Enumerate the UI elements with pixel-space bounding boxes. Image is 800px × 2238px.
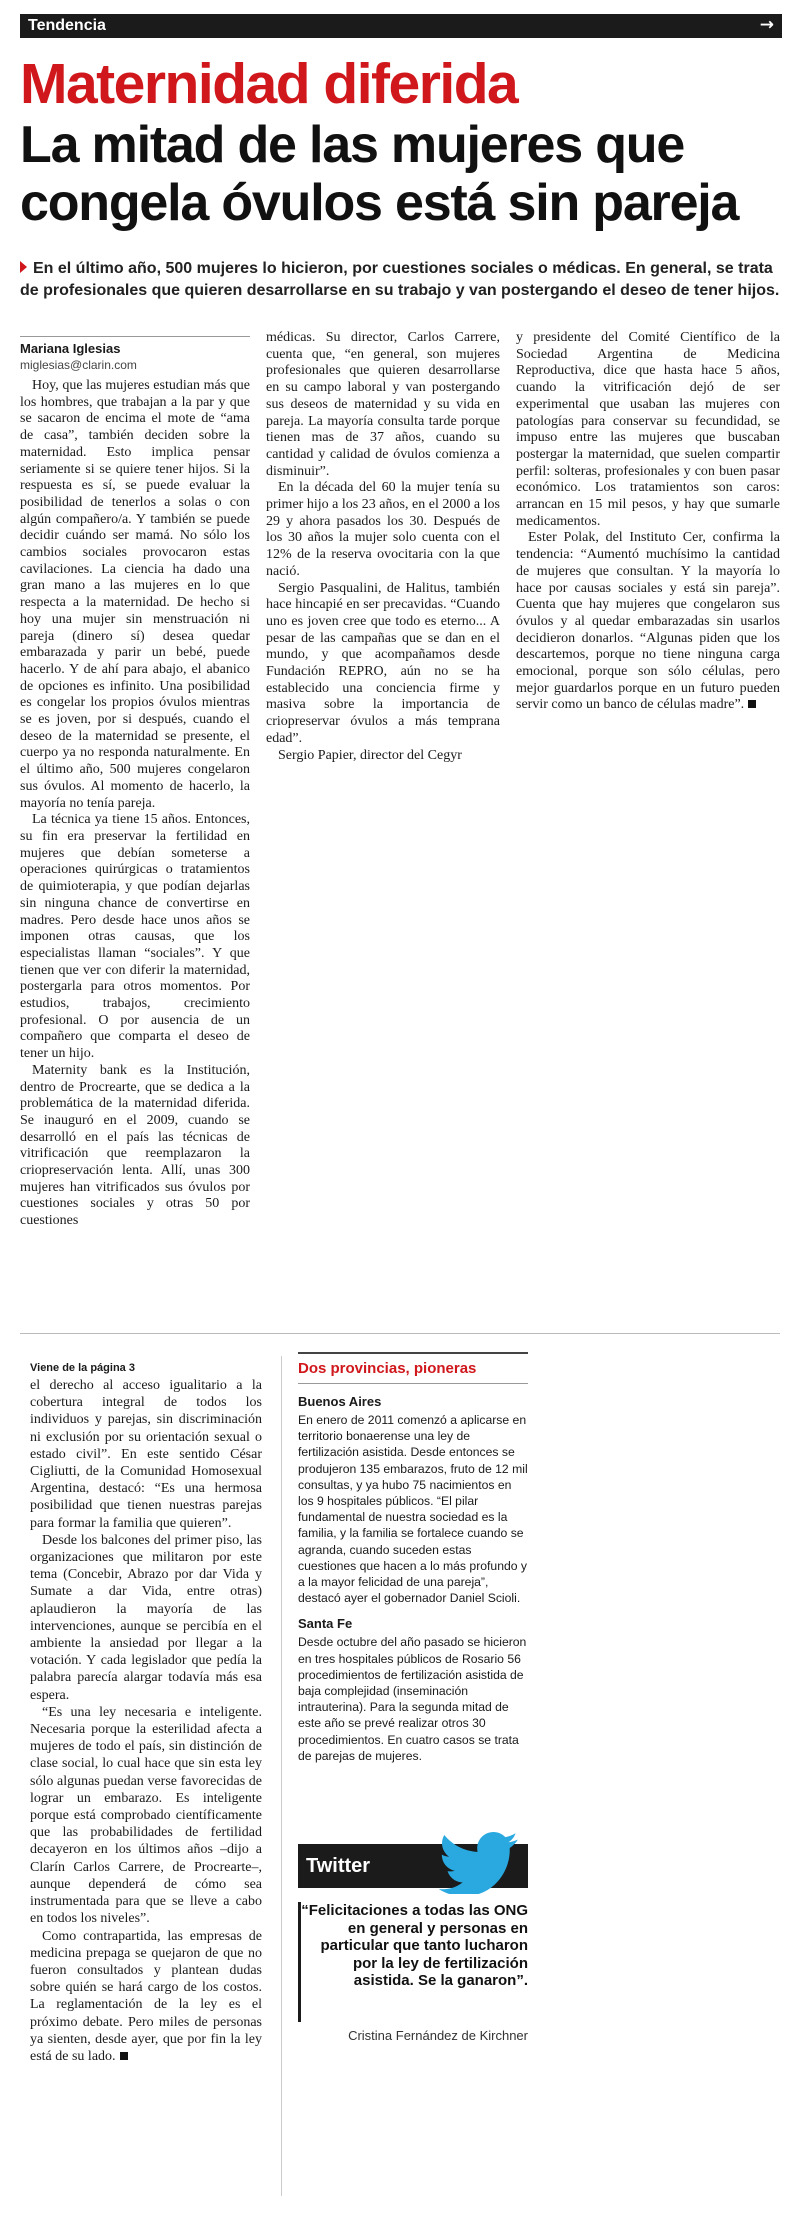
twitter-label: Twitter <box>306 1855 371 1877</box>
paragraph: Hoy, que las mujeres estudian más que los hombres, que trabajan a la par y que se sacaron de encima el mote de “ama de casa”, también deciden sobre la maternidad. Esto implica pensar seriamente si se quiere tener hijos. Si la respuesta es sí, se puede evaluar la posibilidad de tenerlos a solas o con algún compañero/a. Y también se puede decidir cuándo ser mamá. No sólo los cambios sociales provocaron estas cavilaciones. La ciencia ha dado una gran mano a las mujeres en lo que respecta a la maternidad. De hecho si hoy una mujer sin menstruación ni pareja (dinero sí) desea quedar embarazada y parir un bebé, puede hacerlo. Y de ahí para abajo, el abanico de opciones es infinito. Una posibilidad es congelar los propios óvulos mientras se es joven, por si después, cuando el deseo de la maternidad se presente, el cuerpo ya no responda naturalmente. En el último año, 500 mujeres congelaron sus óvulos. Al momento de hacerlo, la mayoría no tenía pareja. <box>20 378 250 811</box>
sidebar-box <box>298 1352 528 1764</box>
article-column-3 <box>516 330 780 714</box>
author-name: Mariana Iglesias <box>20 341 121 356</box>
kicker-title: Maternidad diferida <box>20 52 518 116</box>
paragraph <box>516 530 780 714</box>
arrow-right-icon[interactable]: → <box>759 15 774 35</box>
paragraph: Desde los balcones del primer piso, las organizaciones que militaron por este tema (Concebir, Abrazo por dar Vida y Sumate a dar Vida, entre otras) aplaudieron la mayoría de las intervenciones, aunque se percibía en el ambiente la ansiedad por llegar a la votación. Y cada legislador que pedía la palabra parecía alargar todavía más esa espera. <box>30 1532 262 1703</box>
paragraph: médicas. Su director, Carlos Carrere, cuenta que, “en general, son mujeres profesionales que quieren desarrollarse en su campo laboral y van postergando sus deseos de maternidad y su vida en pareja. La mayoría consulta tarde porque tienen mas de 37 años, cuando su cantidad y calidad de óvulos comienza a disminuir”. <box>266 330 500 479</box>
paragraph: Maternity bank es la Institución, dentro de Procrearte, que se dedica a la problemática de la maternidad diferida. Se inauguró en el 2009, cuando se desarrolló en el país las técnicas de vitrificación que reemplazaron la criopreservación lenta. Allí, unas 300 mujeres han vitrificados sus óvulos por cuestiones sociales y otras 50 por cuestiones <box>20 1062 250 1229</box>
paragraph: La técnica ya tiene 15 años. Entonces, su fin era preservar la fertilidad en mujeres que debían someterse a operaciones quirúrgicas o tratamientos de quimioterapia, y que podían dejarlas sin ninguna chance de convertirse en madres. Pero desde hace unos años se imponen otras causas, que los especialistas llaman “sociales”. Y que tienen que ver con diferir la maternidad, postergarla para otros momentos. Por estudios, trabajos, crecimiento profesional. O por ausencia de un compañero que comparta el deseo de tener un hijo. <box>20 812 250 1062</box>
paragraph: y presidente del Comité Científico de la Sociedad Argentina de Medicina Reproductiva, dice que hasta hace 5 años, cuando la vitrificación dejó de ser experimental que usaban las mujeres con patologías para conservar su fecundidad, se impuso entre las mujeres que buscaban postergar la maternidad, que suelen compartir perfil: solteras, profesionales y con buen pasar económico. Los tratamientos son caros: arrancan en 15 mil pesos, y hay que sumarle medicamentos. <box>516 330 780 529</box>
section-bar <box>20 14 782 38</box>
twitter-bird-icon <box>428 1826 526 1894</box>
twitter-bar <box>298 1844 528 1888</box>
province-text: Desde octubre del año pasado se hicieron en tres hospitales públicos de Rosario 56 procedimientos de fertilización asistida de baja complejidad (inseminación intrauterina). Para la segunda mitad de este año se prevé realizar otros 30 procedimientos. En cuatro casos se trata de parejas de mujeres. <box>298 1635 527 1763</box>
quote-author: Cristina Fernández de Kirchner <box>348 2028 528 2043</box>
paragraph: Sergio Papier, director del Cegyr <box>278 747 462 763</box>
article-column-1 <box>20 378 250 1230</box>
continuation-column <box>30 1377 262 2065</box>
end-mark-icon <box>748 700 756 708</box>
paragraph: “Es una ley necesaria e inteligente. Necesaria porque la esterilidad afecta a mujeres de todo el país, sin distinción de clase social, lo cual hace que sin esta ley sólo algunas puedan verse favorecidas de lograr un embarazo. Es inteligente porque está comprobado científicamente que las probabilidades de fertilidad decayeron en los últimos años –dijo a Clarín Carlos Carrere, de Procrearte–, aunque dependerá de cómo sea instrumentada para que se lleve a cabo en todos los niveles”. <box>30 1704 262 1927</box>
deck <box>20 258 780 302</box>
author-email[interactable]: miglesias@clarin.com <box>20 358 137 372</box>
paragraph: Sergio Pasqualini, de Halitus, también hace hincapié en ser precavidas. “Cuando uno es joven cree que todo es eterno... A pesar de las campañas que se dan en el mundo, y que acompañamos desde Fundación REPRO, aún no se ha establecido una conciencia firme y masiva sobre la importancia de criopreservar óvulos a más temprana edad”. <box>266 580 500 746</box>
sidebar-title: Dos provincias, pioneras <box>298 1352 528 1384</box>
deck-text: En el último año, 500 mujeres lo hicieron, por cuestiones sociales o médicas. En general, se trata de profesionales que quieren desarrollarse en su trabajo y van postergando el deseo de tener hijos. <box>20 260 780 299</box>
section-label: Tendencia <box>28 17 106 34</box>
province-name: Buenos Aires <box>298 1394 382 1409</box>
paragraph: En la década del 60 la mujer tenía su primer hijo a los 23 años, en el 2000 a los 29 y ahora pasados los 30. Después de los 30 años la mujer solo cuenta con el 12% de la reserva ovocitaria con la que nació. <box>266 480 500 579</box>
paragraph <box>30 1928 262 2066</box>
headline: La mitad de las mujeres que congela óvulos está sin pareja <box>20 116 739 232</box>
byline <box>20 336 250 373</box>
paragraph: el derecho al acceso igualitario a la cobertura integral de todos los individuos y parejas, sin discriminación ni exclusión por su orientación sexual o estado civil”. En este sentido César Cigliutti, de la Comunidad Homosexual Argentina, destacó: “Es una hermosa posibilidad que tienen nuestras parejas para formar la familia que quieren”. <box>30 1378 262 1531</box>
paragraph-text: Como contrapartida, las empresas de medicina prepaga se quejaron de que no fueron consultados y plantean dudas sobre quién se hará cargo de los costos. La reglamentación de la ley es el próximo debate. Pero miles de personas ya sienten, desde ayer, que por fin la ley está de su lado. <box>30 1928 262 2064</box>
twitter-quote: “Felicitaciones a todas las ONG en general y personas en particular que tanto lucharon por la ley de fertilización asistida. Se la ganaron”. <box>301 1902 528 1989</box>
section-divider <box>20 1333 780 1334</box>
province-text: En enero de 2011 comenzó a aplicarse en territorio bonaerense una ley de fertilización asistida. Desde entonces se produjeron 135 embarazos, fruto de 12 mil consultas, y ya hubo 75 nacimientos en los 9 hospitales públicos. “El pilar fundamental de nuestra sociedad es la familia, y la familia se fortalece cuando se agranda, cuando suceden estas cuestiones que hacen a lo más profundo y a la mayor felicidad de una pareja”, destacó ayer el gobernador Daniel Scioli. <box>298 1413 528 1606</box>
column-divider <box>281 1356 282 2196</box>
article-column-2 <box>266 330 500 764</box>
continuation-label: Viene de la página 3 <box>30 1362 135 1374</box>
paragraph-text: Ester Polak, del Instituto Cer, confirma la tendencia: “Aumentó muchísimo la cantidad de mujeres que consultan. Y la mayoría lo hace por causas sociales y está sin pareja”. Cuenta que hay mujeres que congelaron sus óvulos y al quedar embarazadas sin usarlos decidieron donarlos. “Algunas piden que los descartemos, porque no tiene ninguna carga emocional, porque son sólo células, pero mejor guardarlos porque en un futuro pueden servir como un banco de células madre”. <box>516 530 780 713</box>
end-mark-icon <box>120 2052 128 2060</box>
triangle-bullet-icon <box>20 261 27 273</box>
province-name: Santa Fe <box>298 1616 353 1632</box>
